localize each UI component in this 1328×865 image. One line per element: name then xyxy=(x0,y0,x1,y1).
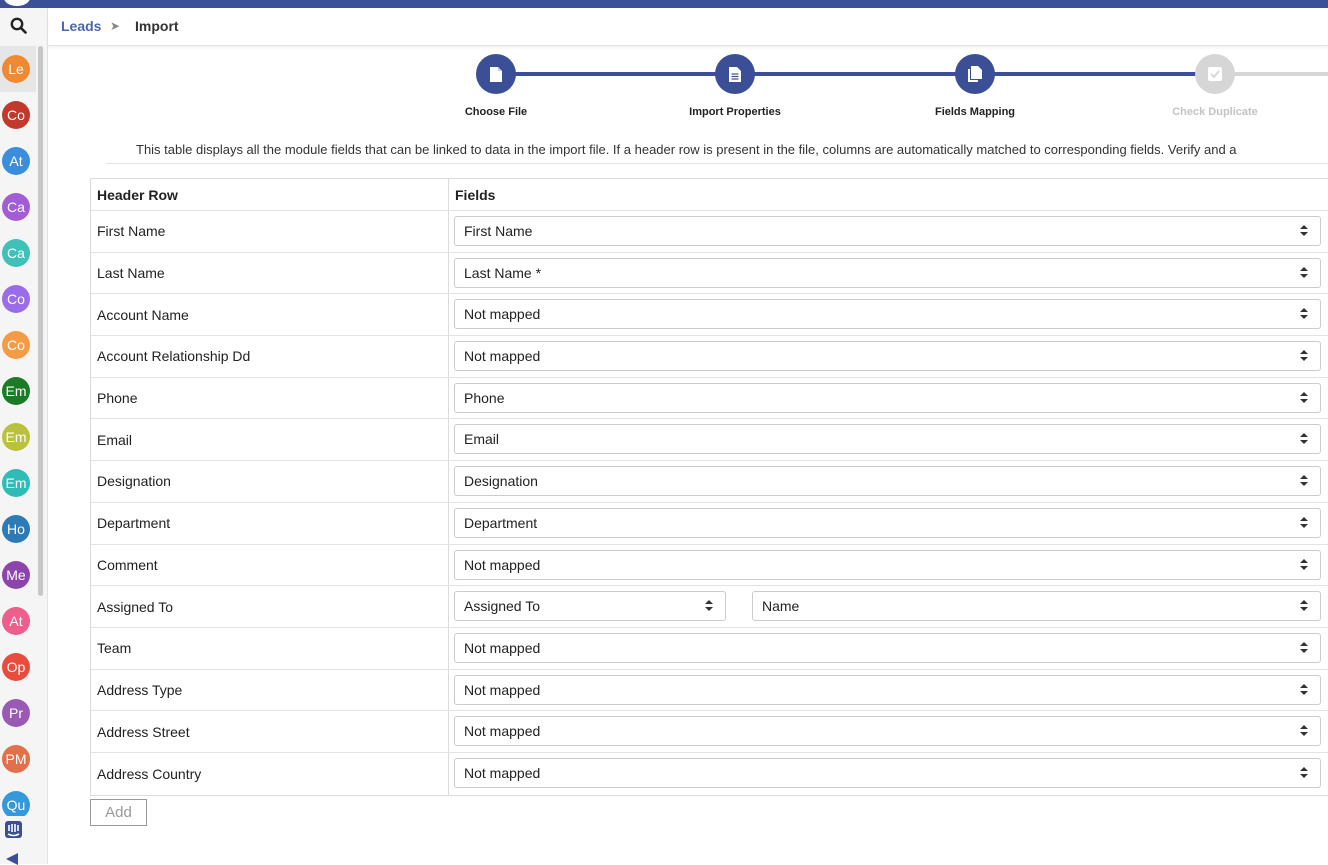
field-cell xyxy=(449,586,1328,627)
field-select[interactable] xyxy=(752,591,1321,621)
field-cell xyxy=(449,461,1328,502)
table-row xyxy=(91,586,1328,628)
top-bar xyxy=(0,0,1328,8)
field-cell xyxy=(449,378,1328,419)
column-fields: Fields xyxy=(455,186,496,203)
field-select[interactable] xyxy=(454,550,1321,580)
sidebar-module-avatar[interactable]: Em xyxy=(2,377,30,405)
page-header xyxy=(48,8,1328,46)
check-icon xyxy=(1207,66,1223,82)
field-select[interactable] xyxy=(454,633,1321,663)
field-cell xyxy=(449,628,1328,669)
field-cell xyxy=(449,753,1328,795)
step-fields-mapping[interactable] xyxy=(955,54,995,94)
file-icon xyxy=(489,66,503,83)
breadcrumb-current: Import xyxy=(135,18,179,34)
add-button[interactable]: Add xyxy=(90,799,147,826)
sidebar-module-avatar[interactable]: Op xyxy=(2,653,30,681)
field-cell xyxy=(449,211,1328,252)
sidebar-module-avatar[interactable]: Em xyxy=(2,423,30,451)
intercom-icon[interactable] xyxy=(4,820,24,840)
field-select-value: Name xyxy=(762,598,800,615)
select-arrows-icon xyxy=(1300,767,1308,779)
sidebar-module-avatar[interactable]: Co xyxy=(2,285,30,313)
field-cell xyxy=(449,670,1328,711)
field-cell xyxy=(449,503,1328,544)
select-arrows-icon xyxy=(1300,517,1308,529)
field-cell xyxy=(449,711,1328,752)
field-select[interactable] xyxy=(454,758,1321,788)
sidebar-module-avatar[interactable]: Qu xyxy=(2,791,30,816)
step-choose-file[interactable] xyxy=(476,54,516,94)
select-arrows-icon xyxy=(1300,475,1308,487)
header-row-cell: First Name xyxy=(91,211,449,252)
document-icon xyxy=(728,66,742,83)
select-arrows-icon xyxy=(705,600,713,612)
field-select-value: Not mapped xyxy=(464,764,541,781)
sidebar-module-avatar[interactable]: Ho xyxy=(2,515,30,543)
sidebar-module-avatar[interactable]: Le xyxy=(2,55,30,83)
header-row-cell: Address Type xyxy=(91,670,449,711)
sidebar-module-avatar[interactable]: Ca xyxy=(2,239,30,267)
field-select[interactable] xyxy=(454,591,726,621)
field-select-value: Not mapped xyxy=(464,639,541,656)
table-row xyxy=(91,461,1328,503)
table-row xyxy=(91,294,1328,336)
table-row xyxy=(91,628,1328,670)
field-select[interactable] xyxy=(454,299,1321,329)
table-header-row xyxy=(91,179,1328,211)
module-avatar-list xyxy=(0,46,36,816)
sidebar-module-avatar[interactable]: Em xyxy=(2,469,30,497)
mapping-description: This table displays all the module fields that can be linked to data in the import file. If a header row is present in the file, columns are automatically matched to corresponding fields. Verify and a xyxy=(106,140,1328,164)
sidebar-module-avatar[interactable]: Co xyxy=(2,101,30,129)
field-select[interactable] xyxy=(454,383,1321,413)
field-select-value: Last Name * xyxy=(464,264,542,281)
field-select-value: Not mapped xyxy=(464,306,541,323)
field-select-value: First Name xyxy=(464,223,533,239)
header-row-cell: Department xyxy=(91,503,449,544)
select-arrows-icon xyxy=(1300,433,1308,445)
sidebar xyxy=(0,8,48,864)
field-select[interactable] xyxy=(454,341,1321,371)
field-cell xyxy=(449,419,1328,460)
table-row xyxy=(91,670,1328,712)
field-select-value: Phone xyxy=(464,389,505,406)
header-row-cell: Team xyxy=(91,628,449,669)
step-label-check-duplicate: Check Duplicate xyxy=(1172,106,1258,118)
table-row xyxy=(91,753,1328,795)
breadcrumb-arrow-icon: ➤ xyxy=(110,19,121,33)
field-select[interactable] xyxy=(454,716,1321,746)
collapse-sidebar-icon[interactable] xyxy=(6,853,18,865)
table-row xyxy=(91,545,1328,587)
main-content xyxy=(48,8,1328,864)
sidebar-module-avatar[interactable]: At xyxy=(2,607,30,635)
select-arrows-icon xyxy=(1300,308,1308,320)
field-select-value: Designation xyxy=(464,473,538,490)
sidebar-scrollbar[interactable] xyxy=(38,46,44,606)
table-row xyxy=(91,253,1328,295)
table-row xyxy=(91,211,1328,253)
sidebar-module-avatar[interactable]: At xyxy=(2,147,30,175)
field-select-value: Not mapped xyxy=(464,348,541,365)
app-logo-dot xyxy=(4,0,30,6)
field-select[interactable] xyxy=(454,466,1321,496)
field-select-value: Email xyxy=(464,431,500,448)
step-check-duplicate[interactable] xyxy=(1195,54,1235,94)
field-select-value: Not mapped xyxy=(464,556,541,573)
field-select[interactable] xyxy=(454,216,1321,246)
header-row-cell: Phone xyxy=(91,378,449,419)
table-row xyxy=(91,711,1328,753)
select-arrows-icon xyxy=(1300,600,1308,612)
sidebar-module-avatar[interactable]: Me xyxy=(2,561,30,589)
select-arrows-icon xyxy=(1300,225,1308,237)
header-row-cell: Email xyxy=(91,419,449,460)
select-arrows-icon xyxy=(1300,267,1308,279)
breadcrumb-leads-link[interactable]: Leads xyxy=(61,18,102,34)
select-arrows-icon xyxy=(1300,684,1308,696)
field-cell xyxy=(449,294,1328,335)
select-arrows-icon xyxy=(1300,642,1308,654)
select-arrows-icon xyxy=(1300,725,1308,737)
field-select-value: Department xyxy=(464,514,538,531)
field-select[interactable] xyxy=(454,508,1321,538)
field-cell xyxy=(449,253,1328,294)
header-row-cell: Assigned To xyxy=(91,586,449,627)
select-arrows-icon xyxy=(1300,392,1308,404)
table-row xyxy=(91,503,1328,545)
step-connector xyxy=(1234,72,1328,76)
header-row-cell: Comment xyxy=(91,545,449,586)
sidebar-scroll-thumb[interactable] xyxy=(38,46,43,596)
header-row-cell: Last Name xyxy=(91,253,449,294)
field-select[interactable] xyxy=(454,258,1321,288)
column-header-row: Header Row xyxy=(91,179,449,210)
field-select-value: Not mapped xyxy=(464,723,541,740)
step-label-choose-file: Choose File xyxy=(464,106,528,118)
header-row-cell: Designation xyxy=(91,461,449,502)
field-select-value: Assigned To xyxy=(464,598,541,615)
sidebar-module-avatar[interactable]: Ca xyxy=(2,193,30,221)
sidebar-module-avatar[interactable]: PM xyxy=(2,745,30,773)
fields-mapping-table xyxy=(90,178,1328,796)
field-cell xyxy=(449,336,1328,377)
import-wizard-steps xyxy=(48,52,1328,132)
table-row xyxy=(91,336,1328,378)
field-cell xyxy=(449,545,1328,586)
header-row-cell: Address Street xyxy=(91,711,449,752)
select-arrows-icon xyxy=(1300,350,1308,362)
sidebar-module-avatar[interactable]: Co xyxy=(2,331,30,359)
search-button[interactable] xyxy=(0,8,36,42)
header-row-cell: Account Name xyxy=(91,294,449,335)
copy-icon xyxy=(967,65,983,83)
sidebar-module-avatar[interactable]: Pr xyxy=(2,699,30,727)
header-row-cell: Address Country xyxy=(91,753,449,795)
field-select[interactable] xyxy=(454,675,1321,705)
field-select[interactable] xyxy=(454,424,1321,454)
step-import-properties[interactable] xyxy=(715,54,755,94)
select-arrows-icon xyxy=(1300,559,1308,571)
header-row-cell: Account Relationship Dd xyxy=(91,336,449,377)
table-row xyxy=(91,378,1328,420)
step-label-fields-mapping: Fields Mapping xyxy=(934,106,1016,118)
step-label-import-properties: Import Properties xyxy=(689,106,781,118)
field-select-value: Not mapped xyxy=(464,681,541,698)
table-row xyxy=(91,419,1328,461)
search-icon xyxy=(10,17,27,34)
